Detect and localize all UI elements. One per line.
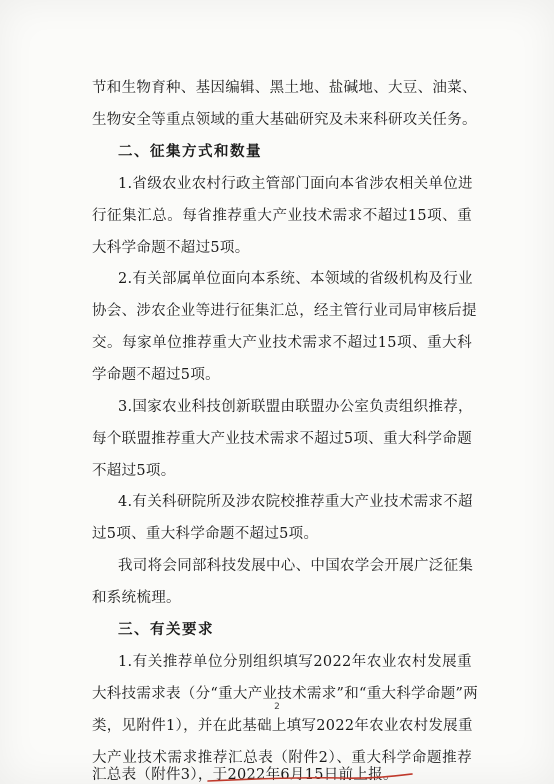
paragraph-line: 生物安全等重点领域的重大基础研究及未来科研攻关任务。 <box>92 112 477 128</box>
paragraph-line: 每个联盟推荐重大产业技术需求不超过5项、重大科学命题 <box>92 431 472 447</box>
paragraph-line: 3.国家农业科技创新联盟由联盟办公室负责组织推荐， <box>118 399 473 415</box>
paragraph-line: 学命题不超过5项。 <box>92 367 220 383</box>
paragraph-line: 和系统梳理。 <box>92 590 181 606</box>
paragraph-line: 类，见附件1），并在此基础上填写2022年农业农村发展重 <box>92 718 473 734</box>
paragraph-line: 大科学命题不超过5项。 <box>92 240 250 256</box>
section-heading-3: 三、有关要求 <box>118 621 214 638</box>
paragraph-line: 4.有关科研院所及涉农院校推荐重大产业技术需求不超 <box>118 494 473 510</box>
paragraph-line: 行征集汇总。每省推荐重大产业技术需求不超过15项、重 <box>92 208 472 224</box>
paragraph-line: 大科技需求表（分“重大产业技术需求”和“重大科学命题”两 <box>92 686 479 702</box>
section-heading-2: 二、征集方式和数量 <box>118 143 262 160</box>
paragraph-line: 不超过5项。 <box>92 463 176 479</box>
paragraph-line: 大产业技术需求推荐汇总表（附件2）、重大科学命题推荐 <box>92 750 472 766</box>
paragraph-line: 交。每家单位推荐重大产业技术需求不超过15项、重大科 <box>92 335 472 351</box>
paragraph-line: 1.省级农业农村行政主管部门面向本省涉农相关单位进 <box>118 176 473 192</box>
paragraph-line: 1.有关推荐单位分别组织填写2022年农业农村发展重 <box>118 654 472 670</box>
paragraph-line: 2.有关部属单位面向本系统、本领域的省级机构及行业 <box>118 271 473 287</box>
paragraph-line: 过5项、重大科学命题不超过5项。 <box>92 526 319 542</box>
paragraph-line: 协会、涉农企业等进行征集汇总，经主管行业司局审核后提 <box>92 303 477 319</box>
page-number: 2 <box>274 702 280 712</box>
paragraph-line: 我司将会同部科技发展中心、中国农学会开展广泛征集 <box>118 558 474 574</box>
paragraph-line: 汇总表（附件3），于2022年6月15日前上报。 <box>92 767 398 783</box>
paragraph-line: 节和生物育种、基因编辑、黑土地、盐碱地、大豆、油菜、 <box>92 80 477 96</box>
